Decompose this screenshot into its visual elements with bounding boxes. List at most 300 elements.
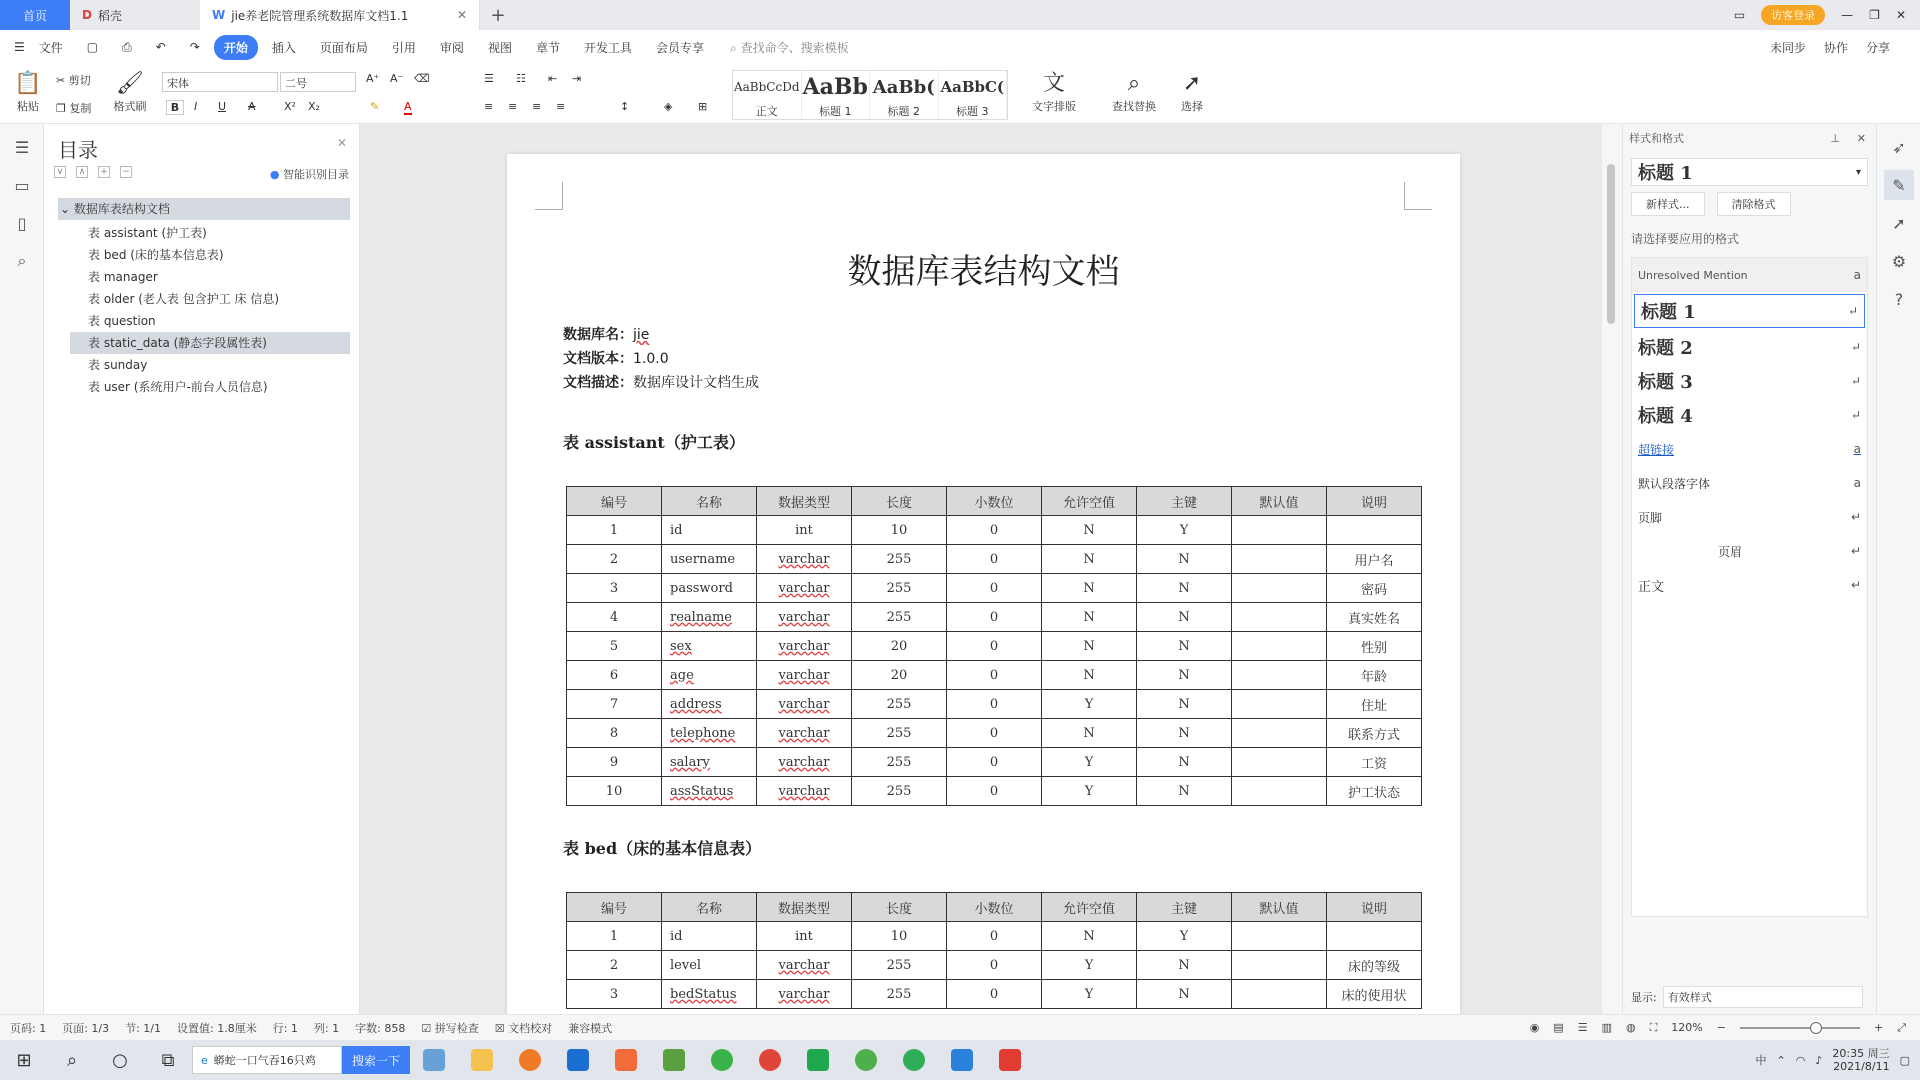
zoom-out-icon[interactable]: − [1716, 1021, 1726, 1034]
reading-view-icon[interactable]: ▥ [1601, 1021, 1612, 1034]
task-view-icon[interactable]: ⧉ [161, 1049, 175, 1071]
table-cell[interactable] [1232, 748, 1327, 777]
style-heading-3[interactable] [939, 71, 1008, 119]
collapse-all-icon[interactable]: ∨ [54, 166, 66, 178]
table-cell[interactable]: N [1137, 545, 1232, 574]
style-heading-2-name: 标题 2 [887, 105, 920, 118]
menu-chapter[interactable]: 章节 [535, 40, 560, 55]
table-cell[interactable] [1232, 980, 1327, 1009]
bullet-list-icon[interactable]: ☰ [484, 72, 494, 85]
table-cell[interactable]: varchar [757, 574, 852, 603]
table-cell[interactable]: password [662, 574, 757, 603]
table-cell[interactable]: 255 [852, 719, 947, 748]
style-heading-2[interactable] [870, 71, 939, 119]
volume-icon[interactable]: ♪ [1815, 1053, 1823, 1067]
outdent-icon[interactable]: ⇤ [548, 72, 558, 85]
column-header: 数据类型 [757, 893, 852, 922]
chevron-up-icon[interactable]: ⌃ [1776, 1053, 1786, 1067]
close-icon[interactable]: ✕ [336, 136, 347, 150]
table-cell[interactable]: 255 [852, 748, 947, 777]
table-cell[interactable]: 255 [852, 777, 947, 806]
table-cell[interactable]: 255 [852, 574, 947, 603]
style-item[interactable] [1632, 500, 1867, 534]
pin-icon[interactable]: ⊥ [1830, 131, 1840, 145]
app-icon[interactable] [942, 1044, 982, 1076]
style-item[interactable] [1632, 330, 1867, 364]
table-cell[interactable]: username [662, 545, 757, 574]
table-cell[interactable]: 0 [947, 951, 1042, 980]
toc-item[interactable]: 表 sunday [88, 358, 148, 372]
table-cell[interactable]: 0 [947, 574, 1042, 603]
format-painter-button[interactable] [108, 70, 152, 114]
table-cell[interactable]: 性别 [1327, 632, 1422, 661]
table-cell[interactable]: N [1042, 632, 1137, 661]
table-cell[interactable] [1232, 545, 1327, 574]
menu-review[interactable]: 审阅 [439, 40, 464, 55]
zoom-level[interactable]: 120% [1671, 1021, 1703, 1034]
tab-home[interactable]: 首页 [0, 0, 70, 30]
table-cell[interactable] [1232, 719, 1327, 748]
table-cell[interactable]: 护工状态 [1327, 777, 1422, 806]
fullscreen-icon[interactable]: ⤢ [1897, 1020, 1906, 1034]
toc-item[interactable]: 表 manager [88, 270, 158, 284]
column-header: 长度 [852, 487, 947, 516]
pointer-icon[interactable]: ➚ [1892, 213, 1906, 233]
collab-button[interactable]: 协作 [1823, 40, 1848, 55]
table-cell[interactable]: N [1137, 574, 1232, 603]
toc-item[interactable]: 表 assistant (护工表) [88, 226, 207, 240]
zoom-fit-icon[interactable]: ⛶ [1649, 1020, 1658, 1034]
table-cell[interactable]: N [1137, 980, 1232, 1009]
minimize-icon[interactable]: — [1841, 8, 1854, 22]
table-cell[interactable]: 10 [852, 922, 947, 951]
table-cell[interactable]: 3 [567, 574, 662, 603]
wps-icon[interactable] [990, 1044, 1030, 1076]
clock[interactable] [1832, 1047, 1889, 1073]
table-cell[interactable]: varchar [757, 661, 852, 690]
column-header: 名称 [662, 893, 757, 922]
table-cell[interactable]: varchar [757, 951, 852, 980]
share-button[interactable]: 分享 [1865, 40, 1890, 55]
bold-icon[interactable]: B [166, 100, 184, 115]
app-icon[interactable] [654, 1044, 694, 1076]
style-item-selected[interactable] [1634, 294, 1865, 328]
redo-icon[interactable]: ↷ [189, 40, 200, 54]
align-center-icon[interactable]: ≡ [508, 100, 518, 113]
table-row [567, 603, 1422, 632]
windows-start-icon[interactable]: ⊞ [16, 1049, 32, 1071]
eye-icon[interactable]: ◉ [1529, 1021, 1540, 1034]
table-cell[interactable]: 0 [947, 980, 1042, 1009]
table-cell[interactable]: N [1137, 951, 1232, 980]
table-cell[interactable]: N [1137, 777, 1232, 806]
network-icon[interactable]: ◠ [1795, 1053, 1806, 1067]
table-cell[interactable]: 2 [567, 545, 662, 574]
undo-icon[interactable]: ↶ [155, 40, 166, 54]
table-row [567, 719, 1422, 748]
text-layout-button[interactable] [1024, 70, 1084, 114]
table-heading: 表 bed（床的基本信息表） [563, 839, 762, 858]
copy-label: 复制 [69, 102, 92, 115]
paste-button[interactable] [10, 70, 46, 114]
tab-daoke[interactable] [70, 0, 200, 30]
style-heading-2-preview: AaBb( [872, 76, 935, 98]
menu-start[interactable]: 开始 [214, 35, 258, 60]
table-cell[interactable]: id [662, 516, 757, 545]
column-header: 小数位 [947, 893, 1042, 922]
table-cell[interactable] [1327, 516, 1422, 545]
add-level-icon[interactable]: + [98, 166, 110, 178]
expand-all-icon[interactable]: ∧ [76, 166, 88, 178]
style-item-label: Unresolved Mention [1638, 268, 1748, 282]
italic-icon[interactable]: I [194, 100, 198, 113]
window-close-icon[interactable]: ✕ [1895, 8, 1906, 22]
proofread-button[interactable] [495, 1020, 552, 1036]
cut-button[interactable] [56, 72, 91, 88]
table-cell[interactable]: 工资 [1327, 748, 1422, 777]
style-item[interactable] [1632, 398, 1867, 432]
table-cell[interactable]: telephone [662, 719, 757, 748]
grow-font-icon[interactable]: A⁺ [366, 72, 380, 85]
menu-developer[interactable]: 开发工具 [583, 40, 632, 55]
outline-view-icon[interactable]: ☰ [1577, 1021, 1588, 1034]
spell-check-toggle[interactable] [421, 1020, 478, 1036]
table-cell[interactable]: 255 [852, 980, 947, 1009]
new-style-button[interactable]: 新样式... [1631, 192, 1705, 216]
table-cell[interactable] [1232, 777, 1327, 806]
table-cell[interactable]: 床的等级 [1327, 951, 1422, 980]
table-cell[interactable]: N [1137, 661, 1232, 690]
column-header: 默认值 [1232, 487, 1327, 516]
table-cell[interactable] [1232, 690, 1327, 719]
table-cell[interactable]: varchar [757, 603, 852, 632]
hamburger-icon[interactable]: ☰ [14, 40, 25, 54]
table-cell[interactable]: varchar [757, 719, 852, 748]
style-item[interactable] [1632, 432, 1867, 466]
toc-icon[interactable]: ☰ [14, 137, 30, 157]
text-layout-label: 文字排版 [1032, 100, 1076, 113]
copy-button[interactable] [56, 100, 91, 116]
table-cell[interactable]: 9 [567, 748, 662, 777]
table-cell[interactable]: realname [662, 603, 757, 632]
table-cell[interactable]: N [1137, 748, 1232, 777]
table-cell[interactable]: varchar [757, 980, 852, 1009]
table-cell[interactable]: int [757, 516, 852, 545]
guest-login-button[interactable]: 访客登录 [1761, 5, 1825, 25]
search-icon[interactable]: ⌕ [17, 251, 27, 270]
table-cell[interactable]: 1 [567, 516, 662, 545]
shrink-font-icon[interactable]: A⁻ [390, 72, 404, 85]
scrollbar-thumb[interactable] [1607, 164, 1615, 324]
indent-icon[interactable]: ⇥ [572, 72, 582, 85]
table-cell[interactable]: int [757, 922, 852, 951]
table-cell[interactable]: Y [1137, 516, 1232, 545]
para-style-icon: ↵ [1850, 340, 1861, 354]
highlight-icon[interactable]: ✎ [370, 100, 380, 113]
style-heading-1-name: 标题 1 [819, 105, 852, 118]
table-cell[interactable] [1232, 632, 1327, 661]
menu-insert[interactable]: 插入 [271, 40, 296, 55]
table-row [567, 951, 1422, 980]
style-item[interactable] [1632, 466, 1867, 500]
align-left-icon[interactable]: ≡ [484, 100, 494, 113]
table-cell[interactable]: varchar [757, 748, 852, 777]
table-cell[interactable]: varchar [757, 777, 852, 806]
table-cell[interactable]: N [1042, 661, 1137, 690]
style-item[interactable] [1632, 534, 1867, 568]
brush-icon: 🖌 [116, 71, 144, 96]
table-cell[interactable]: 255 [852, 603, 947, 632]
meta-line [563, 324, 649, 344]
app-icon[interactable] [558, 1044, 598, 1076]
column-header: 主键 [1137, 893, 1232, 922]
table-cell[interactable]: varchar [757, 545, 852, 574]
ime-icon[interactable]: 中 [1755, 1054, 1767, 1067]
vertical-scrollbar[interactable] [1602, 124, 1622, 1014]
table-cell[interactable]: 5 [567, 632, 662, 661]
table-cell[interactable]: 0 [947, 603, 1042, 632]
table-cell[interactable]: Y [1042, 777, 1137, 806]
table-cell[interactable]: assStatus [662, 777, 757, 806]
table-cell[interactable]: 6 [567, 661, 662, 690]
superscript-icon[interactable]: X² [284, 100, 296, 113]
smart-toc-button[interactable] [270, 166, 349, 182]
table-cell[interactable]: N [1042, 603, 1137, 632]
tab-document[interactable] [200, 0, 480, 30]
current-style-select[interactable] [1631, 158, 1868, 186]
table-cell[interactable]: salary [662, 748, 757, 777]
app-icon[interactable] [510, 1044, 550, 1076]
toc-item[interactable]: 表 user (系统用户-前台人员信息) [88, 380, 268, 394]
close-icon[interactable]: ✕ [456, 8, 467, 22]
table-cell[interactable]: 20 [852, 661, 947, 690]
notification-icon[interactable]: ▢ [1899, 1053, 1910, 1067]
table-cell[interactable]: id [662, 922, 757, 951]
clock-time: 20:35 周三 [1832, 1047, 1890, 1060]
numbered-list-icon[interactable]: ☷ [516, 72, 526, 85]
table-cell[interactable]: 0 [947, 516, 1042, 545]
table-cell[interactable]: 0 [947, 632, 1042, 661]
table-cell[interactable]: 联系方式 [1327, 719, 1422, 748]
status-page-number: 页码: 1 [10, 1021, 47, 1035]
table-cell[interactable]: 0 [947, 777, 1042, 806]
table-cell[interactable] [1327, 922, 1422, 951]
style-gallery [732, 70, 1008, 120]
line-spacing-icon[interactable]: ↕ [620, 100, 630, 113]
new-tab-button[interactable]: + [490, 4, 506, 26]
table-cell[interactable]: 255 [852, 951, 947, 980]
table-cell[interactable]: 255 [852, 690, 947, 719]
shading-icon[interactable]: ◈ [664, 100, 673, 113]
toc-item-root[interactable] [58, 198, 350, 220]
table-cell[interactable]: 年龄 [1327, 661, 1422, 690]
table-cell[interactable]: Y [1137, 922, 1232, 951]
table-cell[interactable]: 0 [947, 690, 1042, 719]
toc-item-selected[interactable]: 表 static_data (静态字段属性表) [70, 332, 350, 354]
layout-icon[interactable]: ▭ [1733, 8, 1746, 22]
help-icon[interactable]: ? [1894, 289, 1904, 309]
table-row [567, 748, 1422, 777]
zoom-slider-handle[interactable] [1810, 1022, 1822, 1034]
toc-item[interactable]: 表 older (老人表 包含护工 床 信息) [88, 292, 280, 306]
table-cell[interactable]: 0 [947, 545, 1042, 574]
taskbar-search-box[interactable] [192, 1046, 342, 1074]
style-heading-1[interactable] [802, 71, 871, 119]
table-cell[interactable]: 2 [567, 951, 662, 980]
table-cell[interactable]: 10 [567, 777, 662, 806]
table-cell[interactable]: 8 [567, 719, 662, 748]
table-cell[interactable]: N [1137, 719, 1232, 748]
search-icon[interactable]: ⌕ [66, 1049, 78, 1071]
clear-format-icon[interactable]: ⌫ [414, 72, 430, 85]
table-cell[interactable]: 0 [947, 719, 1042, 748]
table-cell[interactable]: 住址 [1327, 690, 1422, 719]
toc-item[interactable]: 表 bed (床的基本信息表) [88, 248, 224, 262]
table-cell[interactable]: bedStatus [662, 980, 757, 1009]
table-cell[interactable]: N [1042, 545, 1137, 574]
app-icon[interactable] [798, 1044, 838, 1076]
table-cell[interactable]: sex [662, 632, 757, 661]
table-cell[interactable] [1232, 951, 1327, 980]
table-cell[interactable]: 0 [947, 748, 1042, 777]
menu-view[interactable]: 视图 [487, 40, 512, 55]
web-view-icon[interactable]: ◍ [1625, 1021, 1636, 1034]
app-icon[interactable] [846, 1044, 886, 1076]
style-item[interactable] [1632, 568, 1867, 602]
table-cell[interactable]: Y [1042, 951, 1137, 980]
table-cell[interactable]: N [1042, 574, 1137, 603]
table-cell[interactable]: N [1042, 719, 1137, 748]
table-cell[interactable]: 真实姓名 [1327, 603, 1422, 632]
chrome-icon[interactable] [750, 1044, 790, 1076]
bookmark-icon[interactable]: ▯ [17, 213, 27, 233]
style-item[interactable] [1632, 258, 1867, 292]
clear-format-button[interactable]: 清除格式 [1717, 192, 1791, 216]
para-style-icon: ↵ [1850, 578, 1861, 592]
table-cell[interactable]: N [1137, 603, 1232, 632]
para-style-icon: ↵ [1850, 408, 1861, 422]
font-family-select[interactable]: 宋体 [162, 72, 278, 92]
close-icon[interactable]: ✕ [1856, 131, 1866, 145]
settings-slider-icon[interactable]: ⚙ [1891, 251, 1907, 271]
document-title[interactable]: 数据库表结构文档 [847, 252, 1120, 292]
pen-icon[interactable]: ✎ [1884, 170, 1914, 200]
status-section: 节: 1/1 [125, 1021, 162, 1035]
taskbar-search-button[interactable]: 搜索一下 [342, 1046, 410, 1074]
table-cell[interactable] [1232, 661, 1327, 690]
table-cell[interactable]: 255 [852, 545, 947, 574]
style-item[interactable] [1632, 364, 1867, 398]
file-explorer-icon[interactable] [462, 1044, 502, 1076]
table-cell[interactable]: varchar [757, 632, 852, 661]
table-cell[interactable] [1232, 516, 1327, 545]
font-size-select[interactable]: 二号 [280, 72, 356, 92]
proofread-label: 文档校对 [508, 1021, 553, 1035]
select-button[interactable] [1172, 70, 1212, 114]
table-cell[interactable]: 0 [947, 922, 1042, 951]
status-setting: 设置值: 1.8厘米 [177, 1021, 257, 1035]
app-icon[interactable] [414, 1044, 454, 1076]
zoom-slider[interactable] [1740, 1027, 1860, 1029]
table-cell[interactable]: 0 [947, 661, 1042, 690]
page-view-icon[interactable]: ▤ [1553, 1021, 1564, 1034]
zoom-in-icon[interactable]: + [1873, 1021, 1884, 1034]
app-icon[interactable] [606, 1044, 646, 1076]
table-cell[interactable]: 20 [852, 632, 947, 661]
menu-page-layout[interactable]: 页面布局 [319, 40, 368, 55]
meta-value: 数据库设计文档生成 [633, 375, 759, 391]
table-cell[interactable]: age [662, 661, 757, 690]
table-cell[interactable]: varchar [757, 690, 852, 719]
find-replace-button[interactable] [1104, 70, 1164, 114]
menu-file[interactable]: 文件 [38, 40, 63, 55]
restore-icon[interactable]: ❐ [1869, 8, 1880, 22]
table-cell[interactable]: 用户名 [1327, 545, 1422, 574]
table-cell[interactable]: Y [1042, 748, 1137, 777]
app-icon[interactable] [702, 1044, 742, 1076]
table-cell[interactable]: level [662, 951, 757, 980]
font-color-icon[interactable]: A [404, 100, 412, 113]
cortana-icon[interactable]: ○ [112, 1049, 128, 1071]
save-icon[interactable]: ▢ [86, 40, 99, 54]
table-cell[interactable]: N [1042, 516, 1137, 545]
tab-document-label: jie养老院管理系统数据库文档1.1 [231, 8, 409, 23]
command-search[interactable] [730, 39, 849, 56]
table-cell[interactable]: 10 [852, 516, 947, 545]
status-word-count[interactable]: 字数: 858 [355, 1021, 406, 1035]
table-cell[interactable]: N [1137, 632, 1232, 661]
para-style-icon: ↵ [1847, 304, 1858, 318]
app-icon[interactable] [894, 1044, 934, 1076]
table-cell[interactable]: 7 [567, 690, 662, 719]
justify-icon[interactable]: ≡ [556, 100, 566, 113]
table-cell[interactable]: 密码 [1327, 574, 1422, 603]
document-page[interactable] [507, 154, 1460, 1014]
remove-level-icon[interactable]: − [120, 166, 132, 178]
subscript-icon[interactable]: X₂ [308, 100, 320, 113]
toc-item[interactable]: 表 question [88, 314, 156, 328]
table-cell[interactable]: N [1137, 690, 1232, 719]
align-right-icon[interactable]: ≡ [532, 100, 542, 113]
border-icon[interactable]: ⊞ [698, 100, 708, 113]
table-cell[interactable] [1232, 603, 1327, 632]
table-cell[interactable]: 4 [567, 603, 662, 632]
styles-panel-title[interactable]: 样式和格式 [1629, 132, 1684, 145]
table-cell[interactable]: 3 [567, 980, 662, 1009]
folder-icon[interactable]: ▭ [14, 175, 30, 195]
table-cell[interactable] [1232, 922, 1327, 951]
table-cell[interactable] [1232, 574, 1327, 603]
menu-references[interactable]: 引用 [391, 40, 416, 55]
rocket-icon[interactable]: ➶ [1892, 137, 1906, 157]
table-cell[interactable]: address [662, 690, 757, 719]
print-icon[interactable]: ⎙ [122, 39, 132, 54]
toc-item-label: 数据库表结构文档 [73, 202, 170, 216]
table-cell[interactable]: N [1042, 922, 1137, 951]
style-filter-select[interactable]: 有效样式 [1663, 986, 1863, 1008]
table-cell[interactable]: 1 [567, 922, 662, 951]
table-cell[interactable]: 床的使用状 [1327, 980, 1422, 1009]
menu-member[interactable]: 会员专享 [655, 40, 704, 55]
column-header: 名称 [662, 487, 757, 516]
column-header: 允许空值 [1042, 893, 1137, 922]
table-cell[interactable]: Y [1042, 980, 1137, 1009]
style-normal[interactable] [733, 71, 802, 119]
sync-button[interactable]: 未同步 [1769, 40, 1806, 55]
underline-icon[interactable]: U [218, 100, 227, 113]
strikethrough-icon[interactable]: A [248, 100, 256, 113]
table-cell[interactable]: Y [1042, 690, 1137, 719]
